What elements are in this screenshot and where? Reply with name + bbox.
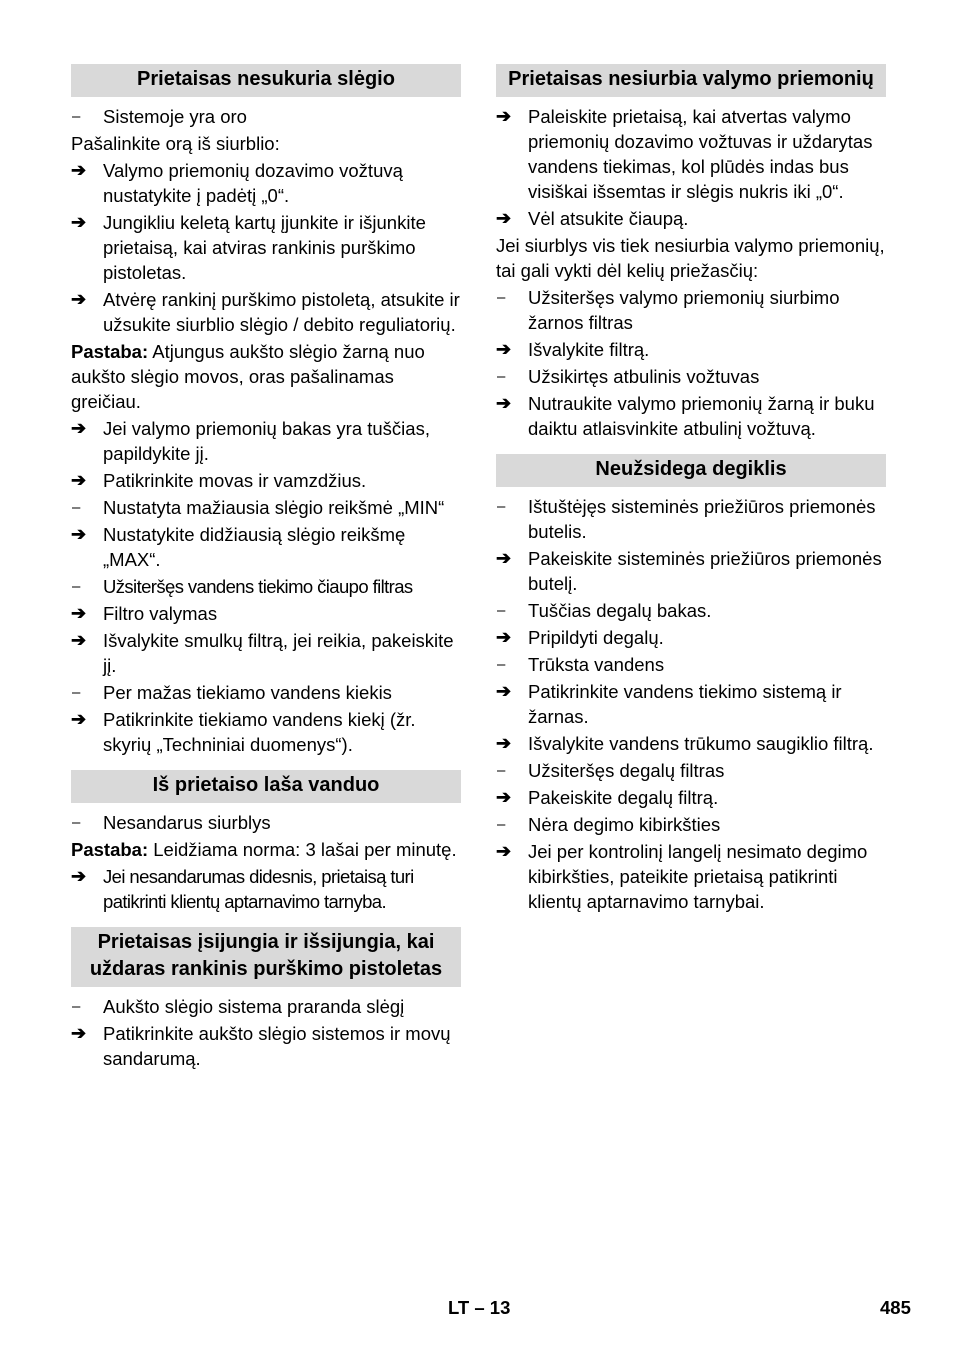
list-item: ➔ Nutraukite valymo priemonių žarną ir buku daiktu atlaisvinkite atbulinį vožtuvą. [496, 393, 875, 439]
list-item: ➔ Patikrinkite tiekiamo vandens kiekį (žr. skyrių „Techniniai duomenys“). [71, 709, 416, 755]
dash-marker: – [497, 498, 506, 515]
list-item: ➔ Jei per kontrolinį langelį nesimato degimo kibirkšties, pateikite prietaisą patikrinti klientų aptarnavimo tarnybai. [496, 841, 868, 912]
dash-marker: – [497, 368, 506, 385]
list-item: – Per mažas tiekiamo vandens kiekis [72, 682, 392, 703]
list-item: – Užsiteršęs valymo priemonių siurbimo žarnos filtras [497, 287, 840, 333]
note-label: Pastaba: [71, 341, 149, 362]
note-paragraph: Pastaba: Atjungus aukšto slėgio žarną nuo aukšto slėgio movos, oras pašalinamas greičiau. [71, 341, 425, 412]
list-item: ➔ Vėl atsukite čiaupą. [496, 208, 689, 229]
left-column [71, 64, 461, 1073]
list-item: – Užsikirtęs atbulinis vožtuvas [497, 366, 760, 387]
list-item: – Sistemoje yra oro [72, 106, 247, 127]
arrow-icon: ➔ [496, 787, 512, 807]
list-item: – Užsiteršęs degalų filtras [497, 760, 725, 781]
section-heading-burner-not-igniting: Neužsidega degiklis [496, 454, 886, 487]
arrow-icon: ➔ [496, 339, 512, 359]
arrow-icon: ➔ [496, 733, 512, 753]
arrow-icon: ➔ [71, 709, 87, 729]
arrow-icon: ➔ [71, 470, 87, 490]
right-column [496, 64, 886, 916]
section-heading-no-detergent: Prietaisas nesiurbia valymo priemonių [496, 64, 886, 97]
list-item: ➔ Valymo priemonių dozavimo vožtuvą nustatykite į padėtį „0“. [71, 160, 403, 206]
list-item: ➔ Pakeiskite degalų filtrą. [496, 787, 719, 808]
list-item: ➔ Jei nesandarumas didesnis, prietaisą turi patikrinti klientų aptarnavimo tarnyba. [71, 866, 414, 912]
list-item: ➔ Atvėrę rankinį purškimo pistoletą, atsukite ir užsukite siurblio slėgio / debito reguliatorių. [71, 289, 460, 335]
list-item: – Trūksta vandens [497, 654, 665, 675]
dash-marker: – [72, 998, 81, 1015]
list-item: – Nesandarus siurblys [72, 812, 271, 833]
list-item: ➔ Patikrinkite vandens tiekimo sistemą ir žarnas. [496, 681, 842, 727]
note-paragraph: Pastaba: Leidžiama norma: 3 lašai per minutę. [71, 839, 457, 860]
dash-marker: – [72, 814, 81, 831]
list-item: ➔ Filtro valymas [71, 603, 218, 624]
list-item: – Nustatyta mažiausia slėgio reikšmė „MIN“ [72, 497, 445, 518]
list-item: – Nėra degimo kibirkšties [497, 814, 721, 835]
arrow-icon: ➔ [71, 160, 87, 180]
arrow-icon: ➔ [71, 289, 87, 309]
dash-marker: – [72, 578, 81, 595]
arrow-icon: ➔ [71, 418, 87, 438]
note-label: Pastaba: [71, 839, 149, 860]
list-item: – Ištuštėjęs sisteminės priežiūros priemonės butelis. [497, 496, 876, 542]
arrow-icon: ➔ [496, 627, 512, 647]
section-heading-switches-on-off: Prietaisas įsijungia ir išsijungia, kai uždaras rankinis purškimo pistoletas [71, 927, 461, 987]
arrow-icon: ➔ [71, 603, 87, 623]
dash-marker: – [497, 762, 506, 779]
list-item: ➔ Išvalykite vandens trūkumo saugiklio filtrą. [496, 733, 874, 754]
dash-marker: – [497, 289, 506, 306]
arrow-icon: ➔ [496, 548, 512, 568]
dash-marker: – [497, 816, 506, 833]
list-item: – Tuščias degalų bakas. [497, 600, 712, 621]
list-item: ➔ Išvalykite filtrą. [496, 339, 650, 360]
list-item: ➔ Paleiskite prietaisą, kai atvertas valymo priemonių dozavimo vožtuvas ir uždarytas vandens tiekimas, kol plūdės indas bus visiškai išsemtas ir slėgis nukris iki „0“. [496, 106, 873, 202]
arrow-icon: ➔ [496, 393, 512, 413]
footer-language-page: LT – 13 [448, 1297, 511, 1318]
dash-marker: – [497, 602, 506, 619]
dash-marker: – [497, 656, 506, 673]
arrow-icon: ➔ [71, 866, 87, 886]
paragraph: Jei siurblys vis tiek nesiurbia valymo priemonių, tai gali vykti dėl kelių priežasčių: [496, 235, 885, 281]
arrow-icon: ➔ [71, 1023, 87, 1043]
footer-page-number: 485 [880, 1297, 911, 1318]
list-item: ➔ Jei valymo priemonių bakas yra tuščias, papildykite jį. [71, 418, 430, 464]
list-item: – Užsiteršęs vandens tiekimo čiaupo filtras [72, 576, 413, 597]
arrow-icon: ➔ [71, 524, 87, 544]
arrow-icon: ➔ [496, 681, 512, 701]
dash-marker: – [72, 108, 81, 125]
arrow-icon: ➔ [496, 208, 512, 228]
arrow-icon: ➔ [496, 841, 512, 861]
list-item: ➔ Patikrinkite aukšto slėgio sistemos ir movų sandarumą. [71, 1023, 451, 1069]
paragraph: Pašalinkite orą iš siurblio: [71, 133, 280, 154]
arrow-icon: ➔ [71, 212, 87, 232]
arrow-icon: ➔ [71, 630, 87, 650]
arrow-icon: ➔ [496, 106, 512, 126]
dash-marker: – [72, 499, 81, 516]
list-item: ➔ Išvalykite smulkų filtrą, jei reikia, pakeiskite jį. [71, 630, 454, 676]
section-heading-water-dripping: Iš prietaiso laša vanduo [71, 770, 461, 803]
list-item: ➔ Patikrinkite movas ir vamzdžius. [71, 470, 367, 491]
section-heading-no-pressure: Prietaisas nesukuria slėgio [71, 64, 461, 97]
list-item: ➔ Jungikliu keletą kartų įjunkite ir išjunkite prietaisą, kai atviras rankinis purškimo pistoletas. [71, 212, 426, 283]
list-item: ➔ Nustatykite didžiausią slėgio reikšmę „MAX“. [71, 524, 406, 570]
list-item: ➔ Pakeiskite sisteminės priežiūros priemonės butelį. [496, 548, 882, 594]
list-item: ➔ Pripildyti degalų. [496, 627, 664, 648]
dash-marker: – [72, 684, 81, 701]
list-item: – Aukšto slėgio sistema praranda slėgį [72, 996, 405, 1017]
